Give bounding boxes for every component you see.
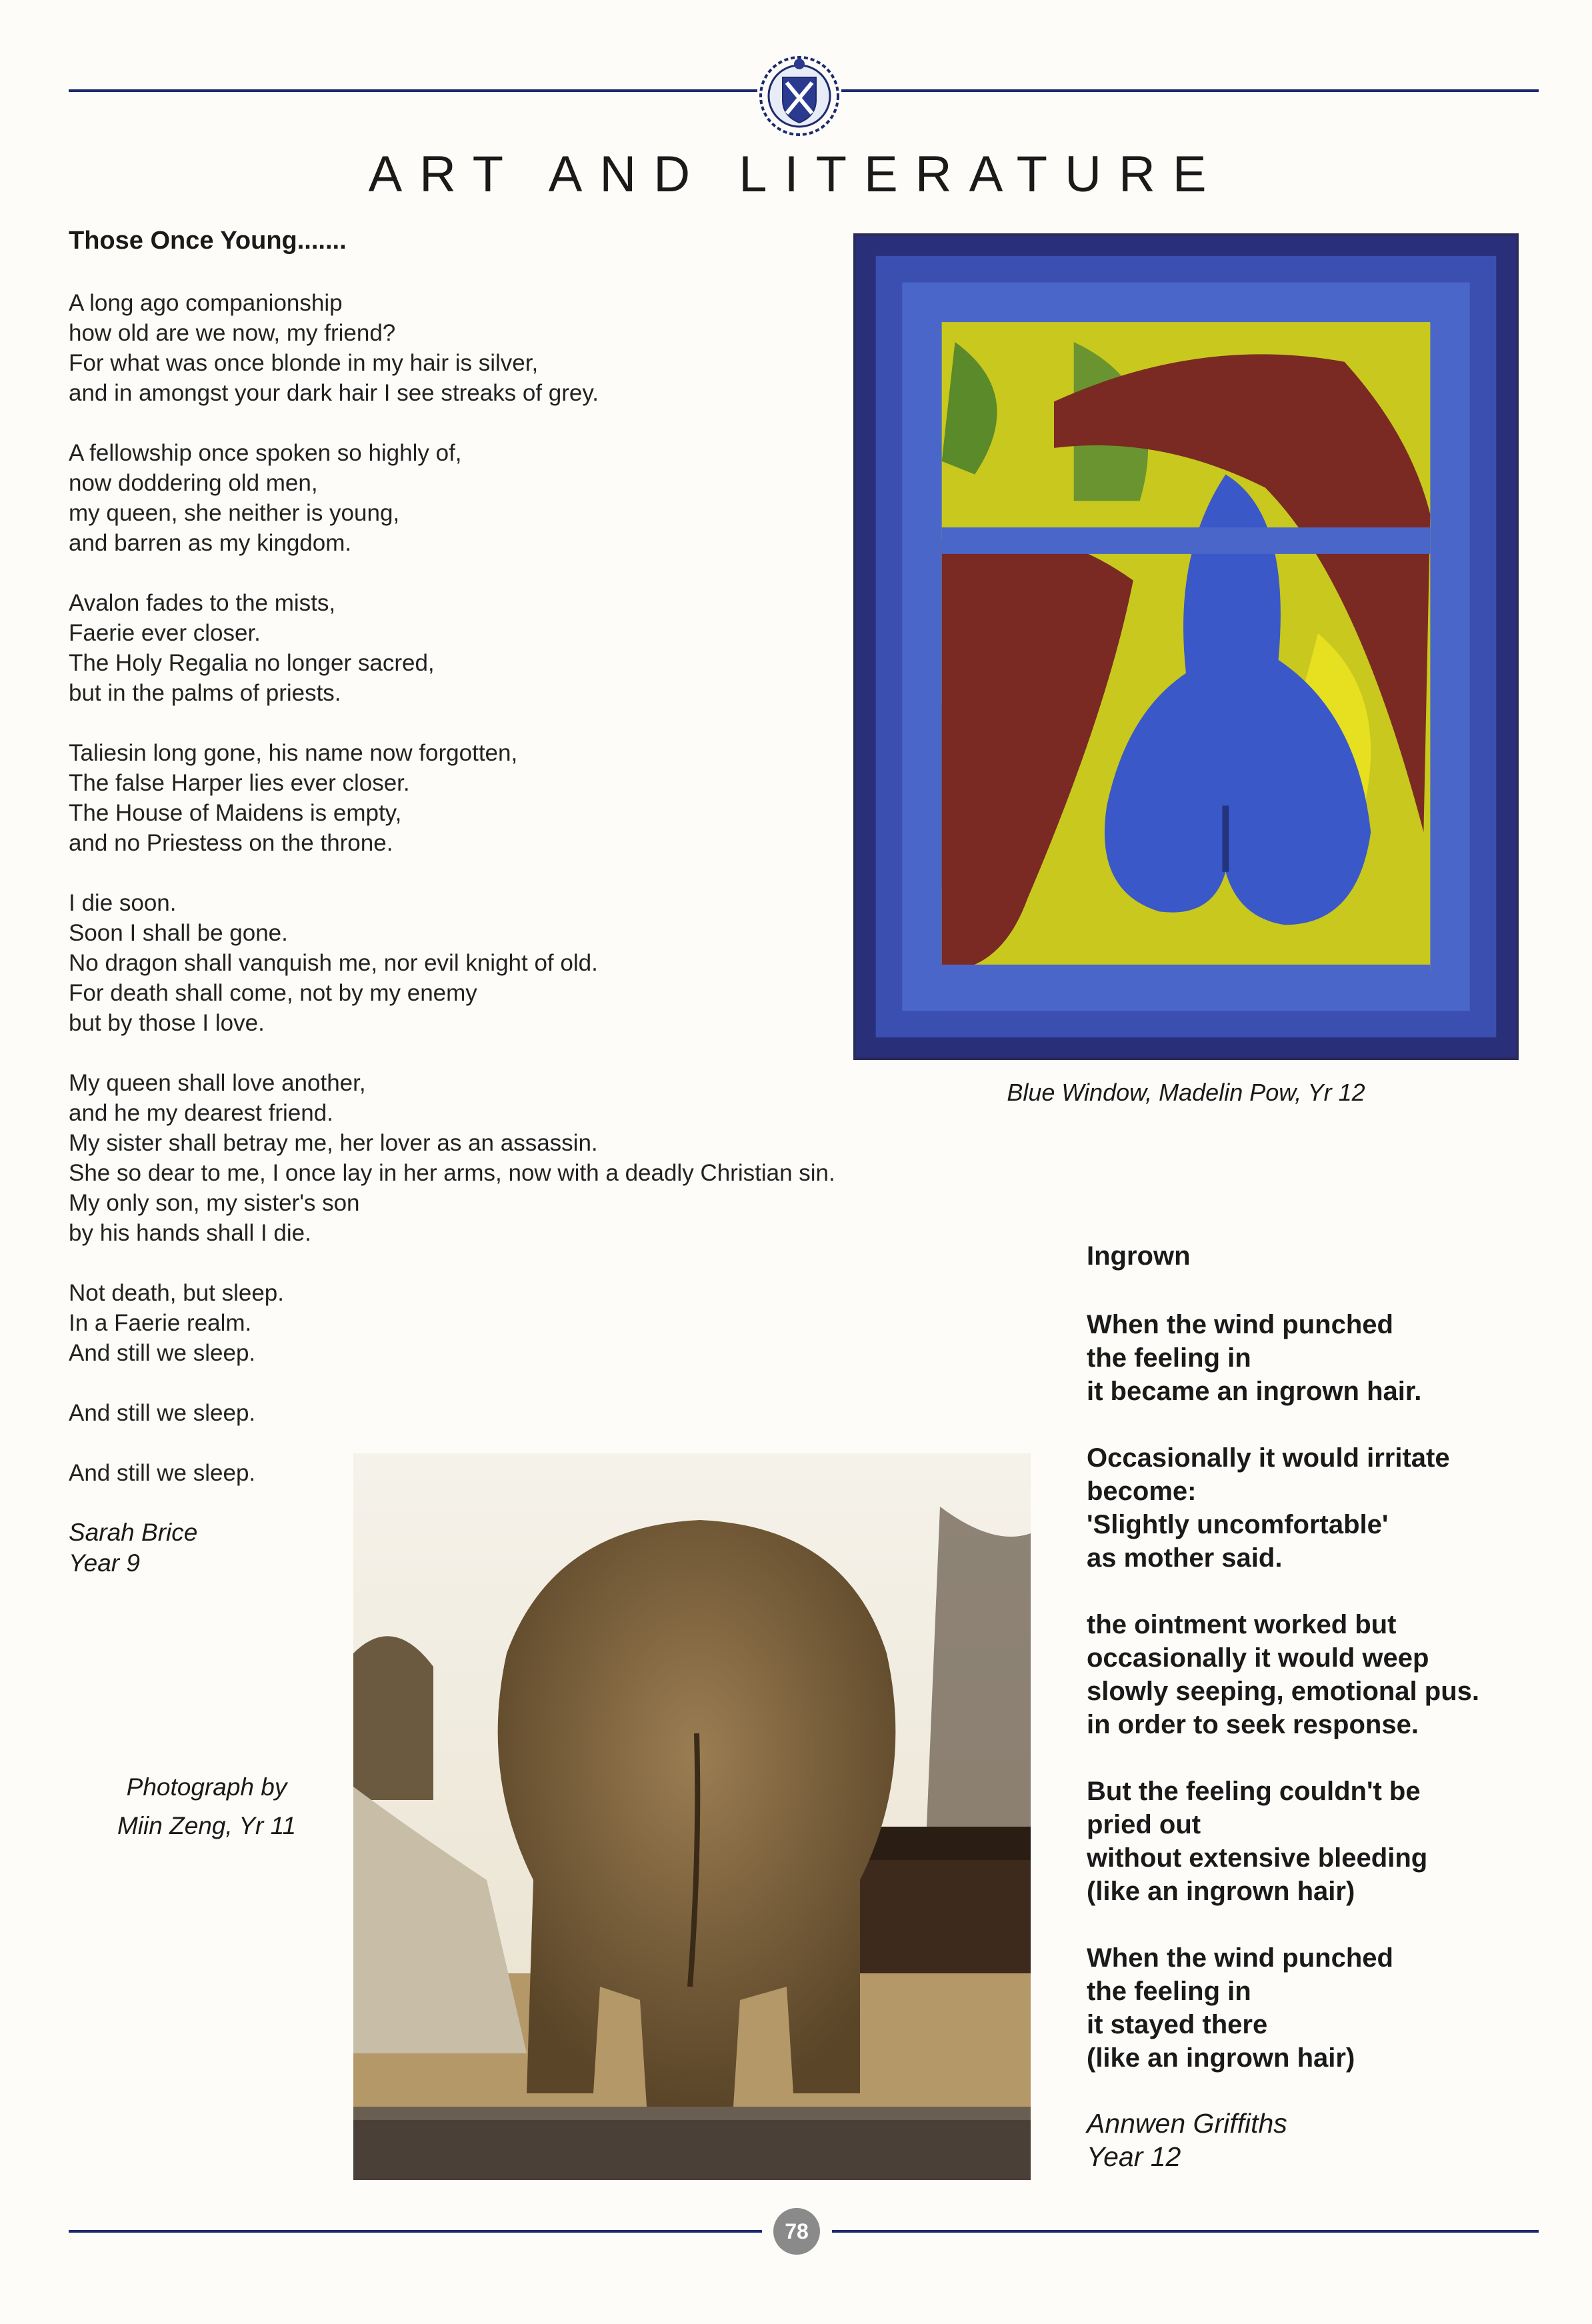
- poem-line: For what was once blonde in my hair is silver,: [69, 350, 539, 376]
- poem-line: how old are we now, my friend?: [69, 320, 396, 346]
- poem-stanza: [1087, 1941, 1567, 2075]
- poem-line: pried out: [1087, 1810, 1201, 1839]
- poem-author: [69, 1517, 197, 1579]
- poem-line: When the wind punched: [1087, 1310, 1393, 1339]
- elephant-photograph: [353, 1453, 1031, 2180]
- poem-line: The Holy Regalia no longer sacred,: [69, 650, 435, 676]
- poem-line: No dragon shall vanquish me, nor evil knight of old.: [69, 950, 598, 976]
- poem-line: My only son, my sister's son: [69, 1190, 360, 1216]
- painting-caption: Blue Window, Madelin Pow, Yr 12: [1007, 1079, 1365, 1106]
- poem-line: and he my dearest friend.: [69, 1100, 333, 1126]
- poem-line: And still we sleep.: [69, 1460, 256, 1486]
- poem-line: become:: [1087, 1477, 1197, 1506]
- poem-line: For death shall come, not by my enemy: [69, 980, 477, 1006]
- poem-line: I die soon.: [69, 890, 177, 916]
- poem-line: A fellowship once spoken so highly of,: [69, 440, 462, 466]
- poem-line: but in the palms of priests.: [69, 680, 341, 706]
- header-rule-left: [69, 89, 757, 92]
- poem-stanza: [1087, 1441, 1567, 1575]
- poem-stanza: [1087, 1308, 1567, 1408]
- poem-title: Ingrown: [1087, 1241, 1191, 1271]
- poem-line: (like an ingrown hair): [1087, 2043, 1355, 2073]
- poem-line: now doddering old men,: [69, 470, 318, 496]
- poem-line: (like an ingrown hair): [1087, 1877, 1355, 1906]
- poem-line: the feeling in: [1087, 1977, 1251, 2006]
- poem-line: My sister shall betray me, her lover as an assassin.: [69, 1130, 598, 1156]
- author-year: Year 12: [1087, 2141, 1181, 2172]
- page-title: ART AND LITERATURE: [368, 146, 1224, 203]
- poem-line: Soon I shall be gone.: [69, 920, 288, 946]
- author-name: Annwen Griffiths: [1087, 2108, 1287, 2139]
- author-name: Sarah Brice: [69, 1519, 198, 1546]
- poem-stanza: [1087, 1608, 1567, 1741]
- school-crest-icon: [757, 47, 841, 145]
- poem-author: [1087, 2107, 1287, 2173]
- poem-line: Faerie ever closer.: [69, 620, 261, 646]
- poem-stanza: [1087, 1775, 1567, 1908]
- poem-line: In a Faerie realm.: [69, 1310, 252, 1336]
- poem-line: A long ago companionship: [69, 290, 343, 316]
- poem-line: but by those I love.: [69, 1010, 265, 1036]
- poem-line: it stayed there: [1087, 2010, 1268, 2039]
- poem-line: as mother said.: [1087, 1543, 1283, 1573]
- poem-line: When the wind punched: [1087, 1943, 1393, 1973]
- poem-line: The House of Maidens is empty,: [69, 800, 402, 826]
- poem-line: slowly seeping, emotional pus.: [1087, 1677, 1480, 1706]
- poem-line: The false Harper lies ever closer.: [69, 770, 410, 796]
- poem-line: the ointment worked but: [1087, 1610, 1397, 1639]
- poem-line: But the feeling couldn't be: [1087, 1777, 1421, 1806]
- poem-line: and no Priestess on the throne.: [69, 830, 393, 856]
- poem-line: and barren as my kingdom.: [69, 530, 352, 556]
- painting-blue-window: [853, 233, 1519, 1060]
- poem-line: Occasionally it would irritate: [1087, 1443, 1450, 1473]
- poem-line: in order to seek response.: [1087, 1710, 1419, 1739]
- poem-line: the feeling in: [1087, 1343, 1251, 1373]
- photo-caption-line: Miin Zeng, Yr 11: [117, 1812, 297, 1839]
- page-number: 78: [773, 2208, 820, 2255]
- poem-line: Avalon fades to the mists,: [69, 590, 336, 616]
- poem-line: And still we sleep.: [69, 1340, 256, 1366]
- header-rule-right: [841, 89, 1539, 92]
- poem-title: Those Once Young.......: [69, 227, 347, 255]
- poem-line: And still we sleep.: [69, 1400, 256, 1426]
- poem-stanza: [69, 1278, 1002, 1368]
- poem-line: without extensive bleeding: [1087, 1843, 1428, 1873]
- poem-line: She so dear to me, I once lay in her arms, now with a deadly Christian sin.: [69, 1160, 835, 1186]
- poem-body: [1087, 1308, 1567, 2108]
- poem-line: Not death, but sleep.: [69, 1280, 284, 1306]
- poem-line: Taliesin long gone, his name now forgotten,: [69, 740, 518, 766]
- footer-rule-left: [69, 2230, 762, 2233]
- poem-line: occasionally it would weep: [1087, 1643, 1429, 1673]
- poem-stanza: [69, 1398, 1002, 1428]
- author-year: Year 9: [69, 1549, 140, 1577]
- poem-line: and in amongst your dark hair I see streaks of grey.: [69, 380, 599, 406]
- footer-rule-right: [832, 2230, 1539, 2233]
- poem-line: 'Slightly uncomfortable': [1087, 1510, 1389, 1539]
- poem-line: by his hands shall I die.: [69, 1220, 311, 1246]
- photo-caption-line: Photograph by: [126, 1773, 287, 1801]
- poem-line: it became an ingrown hair.: [1087, 1377, 1422, 1406]
- poem-line: My queen shall love another,: [69, 1070, 366, 1096]
- photo-caption: [80, 1768, 333, 1845]
- poem-line: my queen, she neither is young,: [69, 500, 400, 526]
